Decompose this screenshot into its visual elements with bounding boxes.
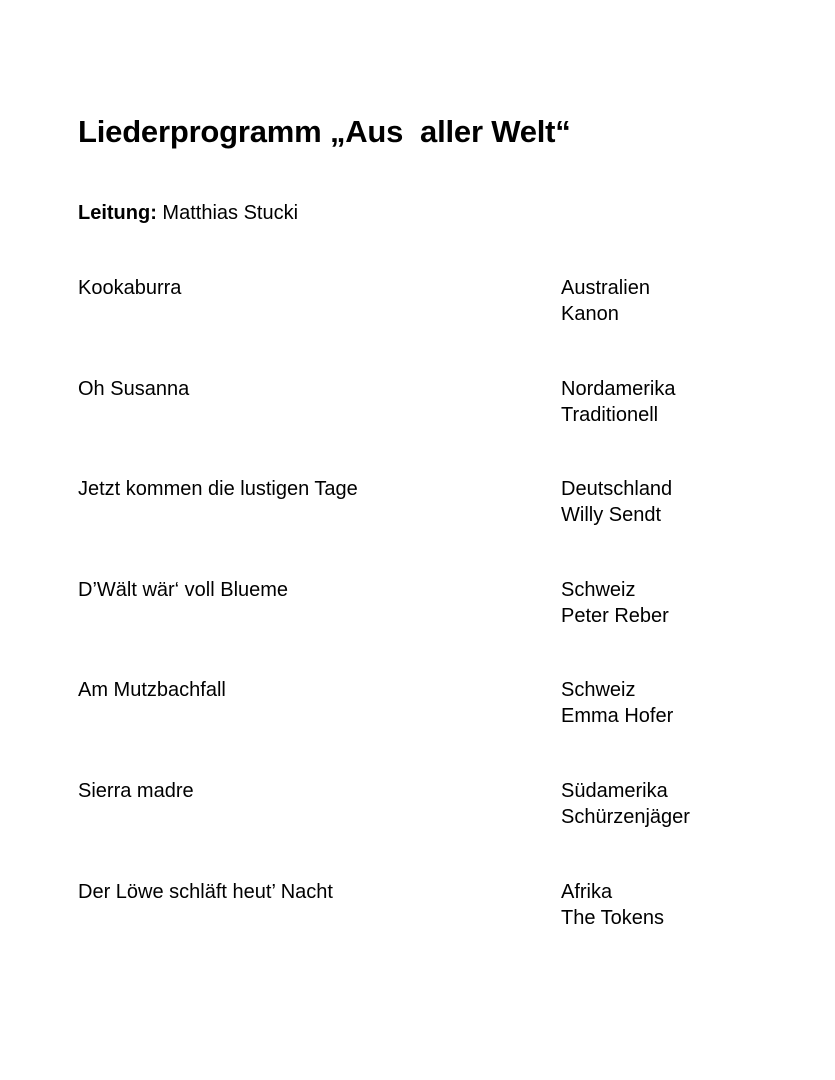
song-entry [78,779,778,835]
song-title: Jetzt kommen die lustigen Tage [78,478,358,500]
song-title: Der Löwe schläft heut’ Nacht [78,881,333,903]
song-author: Traditionell [561,403,659,426]
song-info [561,377,675,428]
leitung-name: Matthias Stucki [156,202,299,224]
program-title: Liederprogramm „Aus aller Welt“ [78,114,571,149]
song-author: Emma Hofer [561,704,674,727]
song-origin: Nordamerika [561,378,676,400]
song-author: Schürzenjäger [561,805,690,828]
song-info [561,880,664,931]
song-title: D’Wält wär‘ voll Blueme [78,579,289,601]
song-origin: Australien [561,277,650,299]
song-info [561,779,690,830]
song-author: Kanon [561,302,619,325]
song-origin: Schweiz [561,679,636,701]
song-title: Kookaburra [78,277,182,299]
song-origin: Schweiz [561,579,636,601]
song-entry [78,276,778,332]
song-author: Willy Sendt [561,503,662,526]
leitung-line [78,200,298,226]
song-title: Oh Susanna [78,378,190,400]
song-info [561,578,669,629]
song-info [561,276,650,327]
song-author: The Tokens [561,906,665,929]
song-origin: Afrika [561,881,613,903]
song-entry [78,477,778,533]
song-info [561,678,673,729]
song-title: Am Mutzbachfall [78,679,226,701]
leitung-label: Leitung: [78,202,157,224]
song-entry [78,678,778,734]
song-entry [78,578,778,634]
song-entry [78,377,778,433]
song-author: Peter Reber [561,604,669,627]
song-title: Sierra madre [78,780,194,802]
song-info [561,477,672,528]
song-origin: Deutschland [561,478,673,500]
song-origin: Südamerika [561,780,668,802]
song-entry [78,880,778,936]
